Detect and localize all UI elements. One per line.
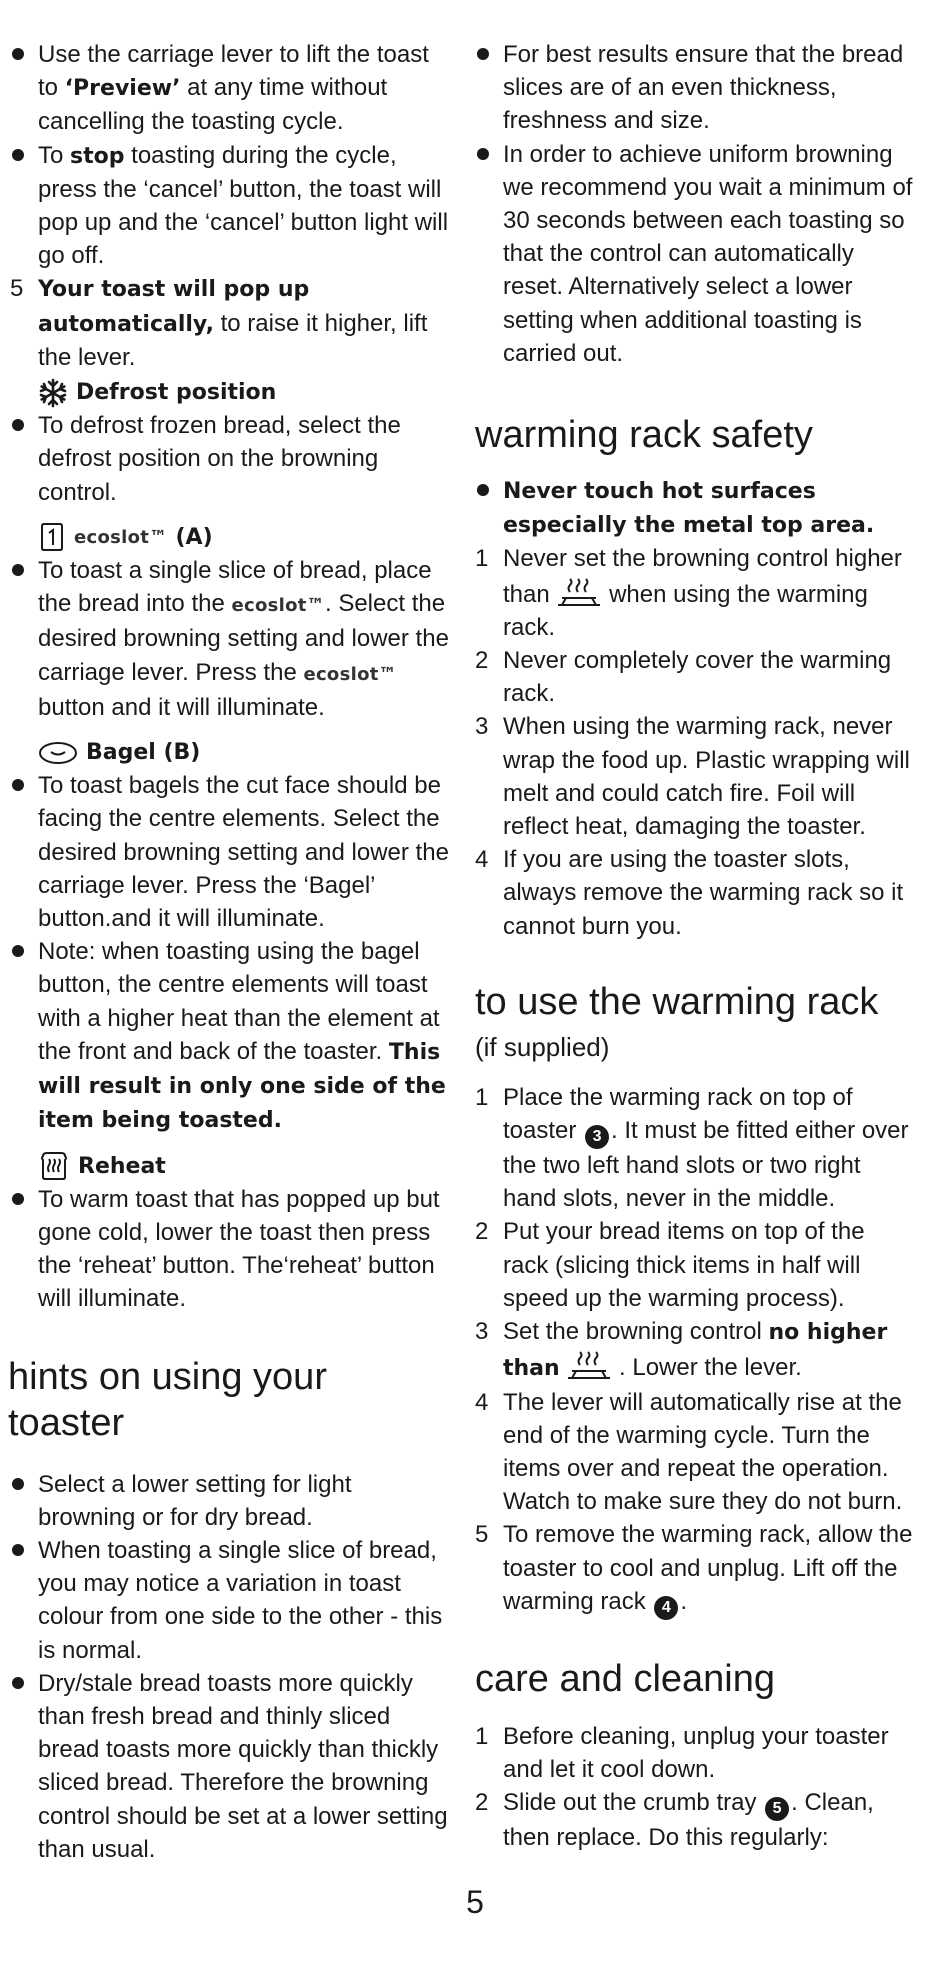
- list-item: Note: when toasting using the bagel button, the centre elements will toast with a higher heat than the element at the front and back of the toaster. This will result in only one side of the item being toasted.: [38, 938, 446, 1134]
- safety-step-2: 2 Never completely cover the warming rack.: [475, 647, 892, 708]
- list-item: For best results ensure that the bread slices are of an even thickness, freshness and size.: [503, 41, 904, 135]
- list-item: To toast a single slice of bread, place the bread into the ecoslot™. Select the desired browning setting and lower the carriage lever. Press the ecoslot™ button and it will illuminate.: [38, 557, 449, 721]
- figure-ref-badge: 5: [765, 1797, 789, 1821]
- use-warming-rack-heading: to use the warming rack: [475, 980, 879, 1023]
- use-step-5: 5 To remove the warming rack, allow the toaster to cool and unplug. Lift off the warming rack 4 .: [475, 1518, 915, 1619]
- reheat-heading: Reheat: [10, 1150, 450, 1183]
- use-step-4: 4 The lever will automatically rise at the end of the warming cycle. Turn the items over and repeat the operation. Watch to make sure they do not burn.: [475, 1388, 903, 1516]
- list-item: To stop toasting during the cycle, press the ‘cancel’ button, the toast will pop up and the ‘cancel’ button light will go off.: [38, 141, 449, 270]
- list-item: Dry/stale bread toasts more quickly than fresh bread and thinly sliced bread toasts more quickly than thickly sliced bread. Therefore the browning control should be set at a lower setting than usual.: [38, 1669, 448, 1863]
- bagel-heading: Bagel (B): [10, 736, 450, 769]
- figure-ref-badge: 3: [585, 1125, 609, 1149]
- use-step-2: 2 Put your bread items on top of the rack (slicing thick items in half will speed up the warming process).: [475, 1218, 865, 1312]
- defrost-heading: Defrost position: [10, 376, 450, 409]
- list-item: To warm toast that has popped up but gone cold, lower the toast then press the ‘reheat’ button. The‘reheat’ button will illuminate.: [38, 1185, 440, 1313]
- list-item: Use the carriage lever to lift the toast to ‘Preview’ at any time without cancelling the toasting cycle.: [38, 41, 429, 136]
- list-item: In order to achieve uniform browning we recommend you wait a minimum of 30 seconds between each toasting so that the control can automatically reset. Alternatively select a lower setting when additional toasting is carried out.: [503, 140, 913, 367]
- use-step-3: 3 Set the browning control no higher than . Lower the lever.: [475, 1318, 888, 1382]
- care-step-1: 1 Before cleaning, unplug your toaster and let it cool down.: [475, 1722, 889, 1783]
- use-warming-rack-subtitle: (if supplied): [475, 1031, 610, 1062]
- figure-ref-badge: 4: [654, 1596, 678, 1620]
- list-item: Select a lower setting for light browning or for dry bread.: [38, 1470, 352, 1531]
- safety-step-3: 3 When using the warming rack, never wrap the food up. Plastic wrapping will melt and could catch fire. Foil will reflect heat, damaging the toaster.: [475, 713, 910, 841]
- warming-rack-icon: [566, 1349, 612, 1381]
- bagel-icon: [38, 740, 78, 766]
- hints-list: [10, 1468, 450, 1866]
- care-cleaning-heading: care and cleaning: [475, 1657, 775, 1700]
- use-step-1: 1 Place the warming rack on top of toaster 3 . It must be fitted either over the two left hand slots or two right hand slots, never in the middle.: [475, 1083, 909, 1213]
- safety-list: [475, 474, 915, 943]
- care-step-2: 2 Slide out the crumb tray 5 . Clean, then replace. Do this regularly:: [475, 1789, 874, 1852]
- single-slot-icon: [38, 522, 66, 552]
- hints-heading: hints on using your toaster: [8, 1355, 327, 1444]
- care-list: [475, 1720, 915, 1855]
- right-column: [475, 38, 915, 1854]
- safety-step-1: 1 Never set the browning control higher than when using the warming rack.: [475, 545, 902, 641]
- warming-rack-safety-heading: warming rack safety: [475, 414, 813, 457]
- safety-step-4: 4 If you are using the toaster slots, always remove the warming rack so it cannot burn you.: [475, 846, 904, 940]
- ecoslot-heading: ecoslot™ (A): [10, 521, 450, 554]
- warming-rack-icon: [556, 576, 602, 608]
- reheat-toaster-icon: [38, 1150, 70, 1182]
- snowflake-icon: [38, 378, 68, 408]
- use-rack-list: [475, 1081, 915, 1620]
- left-column: [10, 38, 450, 1866]
- list-item: Never touch hot surfaces especially the metal top area.: [503, 479, 875, 539]
- list-item: To defrost frozen bread, select the defrost position on the browning control.: [38, 412, 401, 506]
- page-number: 5: [466, 1884, 484, 1920]
- step-5: 5 Your toast will pop up automatically, to raise it higher, lift the lever.: [10, 275, 428, 371]
- list-item: To toast bagels the cut face should be facing the centre elements. Select the desired browning setting and lower the carriage lever. Press the ‘Bagel’ button.and it will illuminate.: [38, 772, 449, 933]
- list-item: When toasting a single slice of bread, you may notice a variation in toast colour from one side to the other - this is normal.: [38, 1536, 443, 1664]
